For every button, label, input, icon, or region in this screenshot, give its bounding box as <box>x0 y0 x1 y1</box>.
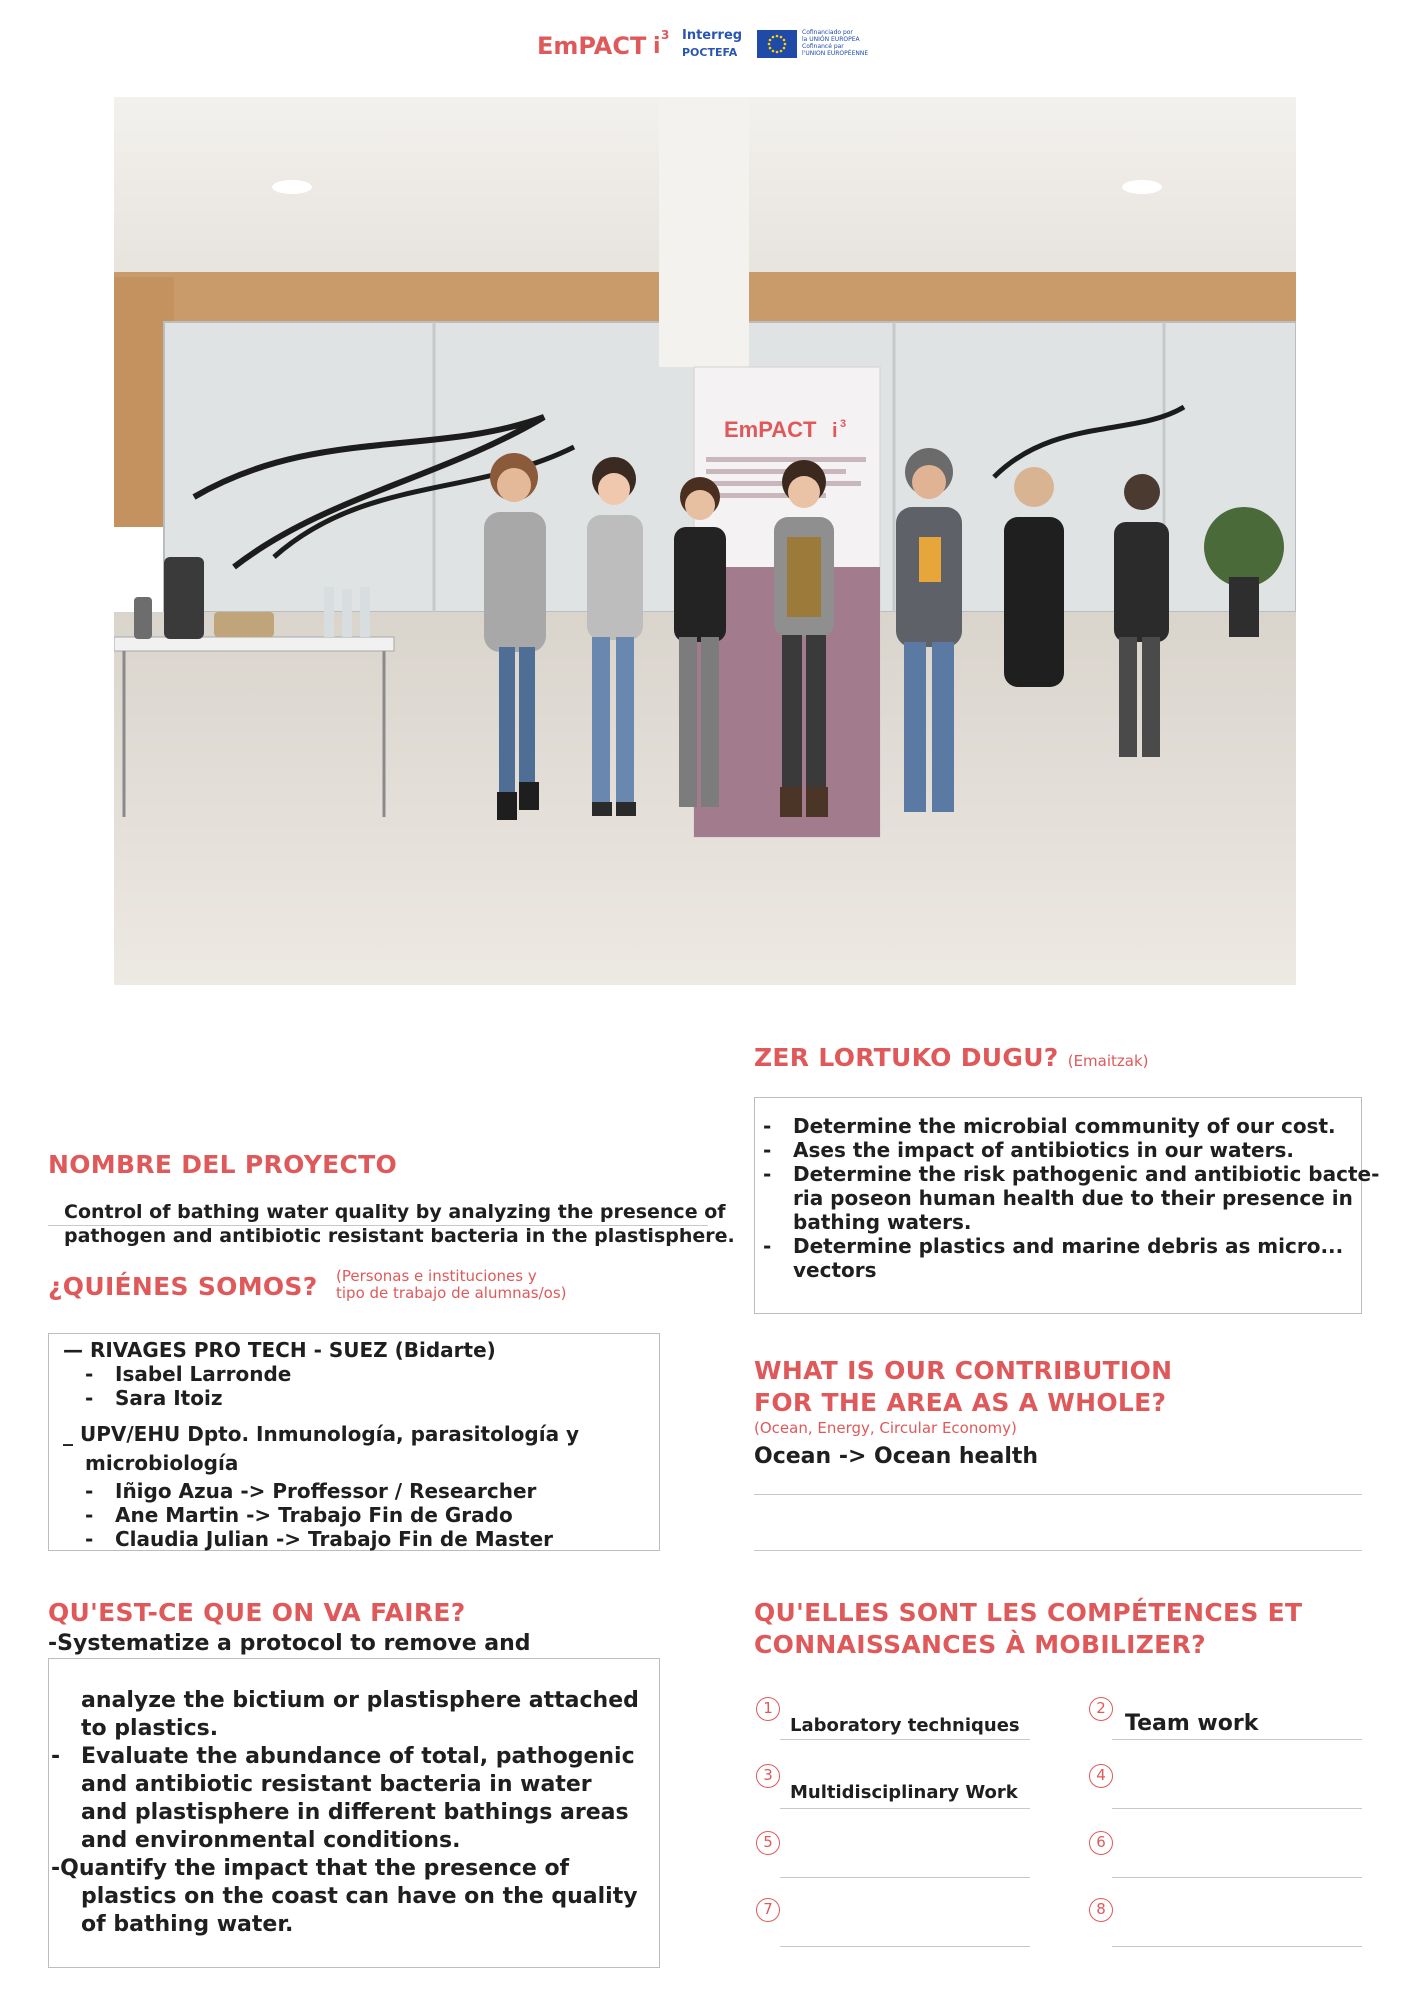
member-name: Claudia Julian -> Trabajo Fin de Master <box>115 1527 554 1551</box>
skill-line <box>1112 1946 1362 1947</box>
contribution-answer: Ocean -> Ocean health <box>754 1444 1039 1469</box>
project-name <box>64 1200 735 1248</box>
banner-brand-i: i <box>832 420 838 442</box>
skills-title-1: QU'ELLES SONT LES COMPÉTENCES ET <box>754 1598 1303 1627</box>
org-dash: — <box>63 1338 90 1362</box>
todo-line: and plastisphere in different bathings areas <box>81 1800 629 1825</box>
member-name: Sara Itoiz <box>115 1386 223 1410</box>
skill-line <box>780 1946 1030 1947</box>
contribution-title-1: WHAT IS OUR CONTRIBUTION <box>754 1356 1173 1385</box>
skill-number: 3 <box>756 1764 780 1788</box>
bullet-dash: - <box>51 1744 61 1769</box>
group-photo <box>114 97 1296 985</box>
todo-line: plastics on the coast can have on the quality <box>81 1884 638 1909</box>
eu-text-2: la UNIÓN EUROPEA <box>802 36 860 43</box>
member-name: Ane Martin -> Trabajo Fin de Grado <box>115 1503 513 1527</box>
project-line-1: Control of bathing water quality by analyzing the presence of <box>64 1201 726 1223</box>
results-item-text: bathing waters. <box>793 1210 972 1234</box>
eu-cofinanced-text <box>802 29 868 57</box>
bullet-dash: - <box>763 1162 772 1186</box>
skill-number: 7 <box>756 1898 780 1922</box>
results-item-text: ria poseon human health due to their presence in <box>793 1186 1353 1210</box>
skills-title-2: CONNAISSANCES À MOBILIZER? <box>754 1630 1206 1659</box>
skill-number: 5 <box>756 1831 780 1855</box>
results-item-text: Determine the risk pathogenic and antibiotic bacte- <box>793 1162 1380 1186</box>
banner-brand: EmPACT <box>724 417 817 442</box>
empact-logo: EmPACT <box>537 32 647 60</box>
skill-line <box>1112 1877 1362 1878</box>
bullet-dash: - <box>763 1138 772 1162</box>
results-item-text: vectors <box>793 1258 877 1282</box>
banner-brand-3: 3 <box>840 418 847 430</box>
empact-logo-i: i <box>653 34 661 59</box>
todo-line: analyze the bictium or plastisphere attached <box>81 1688 639 1713</box>
contribution-title-2: FOR THE AREA AS A WHOLE? <box>754 1388 1167 1417</box>
bullet-dash: - <box>85 1527 94 1551</box>
skill-label: Team work <box>1125 1711 1259 1736</box>
skills-title <box>754 1597 1302 1661</box>
todo-line: and environmental conditions. <box>81 1828 461 1853</box>
results-heading <box>754 1043 1149 1072</box>
skill-number: 2 <box>1089 1697 1113 1721</box>
results-box <box>754 1097 1380 1314</box>
bullet-dash: - <box>85 1479 94 1503</box>
skill-line <box>1112 1808 1362 1809</box>
todo-box <box>48 1658 660 1968</box>
eu-text-1: Cofinanciado por <box>802 29 853 36</box>
who-box <box>48 1333 660 1551</box>
bullet-dash: - <box>85 1503 94 1527</box>
eu-text-4: l'UNION EUROPÉENNE <box>802 50 869 57</box>
who-subtitle-1: (Personas e instituciones y <box>336 1267 537 1285</box>
skill-number: 6 <box>1089 1831 1113 1855</box>
member-name: Iñigo Azua -> Proffessor / Researcher <box>115 1479 537 1503</box>
results-item-text: Determine the microbial community of our cost. <box>793 1114 1336 1138</box>
header-logos <box>535 26 875 66</box>
who-subtitle <box>336 1268 567 1302</box>
todo-line: to plastics. <box>81 1716 219 1741</box>
bullet-dash: - <box>85 1362 94 1386</box>
results-title: ZER LORTUKO DUGU? <box>754 1043 1059 1072</box>
skill-number: 8 <box>1089 1898 1113 1922</box>
bullet-dash: - <box>763 1234 772 1258</box>
project-underline <box>48 1225 708 1226</box>
org-1 <box>63 1338 496 1362</box>
skill-number: 4 <box>1089 1764 1113 1788</box>
todo-line: -Quantify the impact that the presence of <box>51 1856 570 1881</box>
org-2-line-1: UPV/EHU Dpto. Inmunología, parasitología y <box>79 1422 580 1446</box>
results-item-text: Determine plastics and marine debris as micro... <box>793 1234 1344 1258</box>
org-dash: _ <box>63 1422 80 1446</box>
contribution-title <box>754 1355 1172 1419</box>
skill-label: Laboratory techniques <box>790 1715 1020 1736</box>
skill-label: Multidisciplinary Work <box>790 1782 1018 1803</box>
project-line-2: pathogen and antibiotic resistant bacteria in the plastisphere. <box>64 1225 735 1247</box>
bullet-dash: - <box>763 1114 772 1138</box>
project-title: NOMBRE DEL PROYECTO <box>48 1150 398 1179</box>
todo-lead: -Systematize a protocol to remove and <box>48 1631 531 1656</box>
todo-line: and antibiotic resistant bacteria in water <box>81 1772 592 1797</box>
results-item-text: Ases the impact of antibiotics in our waters. <box>793 1138 1294 1162</box>
contribution-subtitle: (Ocean, Energy, Circular Economy) <box>754 1419 1017 1437</box>
contribution-line <box>754 1494 1362 1495</box>
contribution-line <box>754 1550 1362 1551</box>
photo-scene <box>114 97 1296 985</box>
todo-title: QU'EST-CE QUE ON VA FAIRE? <box>48 1598 466 1627</box>
org-2 <box>63 1420 579 1478</box>
org-1-name: RIVAGES PRO TECH - SUEZ (Bidarte) <box>89 1338 496 1362</box>
todo-line: Evaluate the abundance of total, pathogenic <box>81 1744 635 1769</box>
who-title: ¿QUIÉNES SOMOS? <box>48 1272 318 1301</box>
bullet-dash: - <box>85 1386 94 1410</box>
org-2-line-2: microbiología <box>85 1451 239 1475</box>
eu-flag-icon <box>757 30 797 58</box>
skill-line <box>780 1739 1030 1740</box>
eu-text-3: Cofinancé par <box>802 43 844 50</box>
empact-logo-3: 3 <box>661 28 670 42</box>
skill-line <box>780 1808 1030 1809</box>
skill-line <box>780 1877 1030 1878</box>
interreg-logo-line2: POCTEFA <box>682 46 738 59</box>
member-name: Isabel Larronde <box>115 1362 292 1386</box>
skill-line <box>1112 1739 1362 1740</box>
todo-text <box>49 1687 639 1939</box>
skill-number: 1 <box>756 1697 780 1721</box>
todo-line: of bathing water. <box>81 1912 294 1937</box>
interreg-logo-line1: Interreg <box>682 28 743 43</box>
results-subtitle: (Emaitzak) <box>1067 1052 1149 1070</box>
who-subtitle-2: tipo de trabajo de alumnas/os) <box>336 1284 567 1302</box>
